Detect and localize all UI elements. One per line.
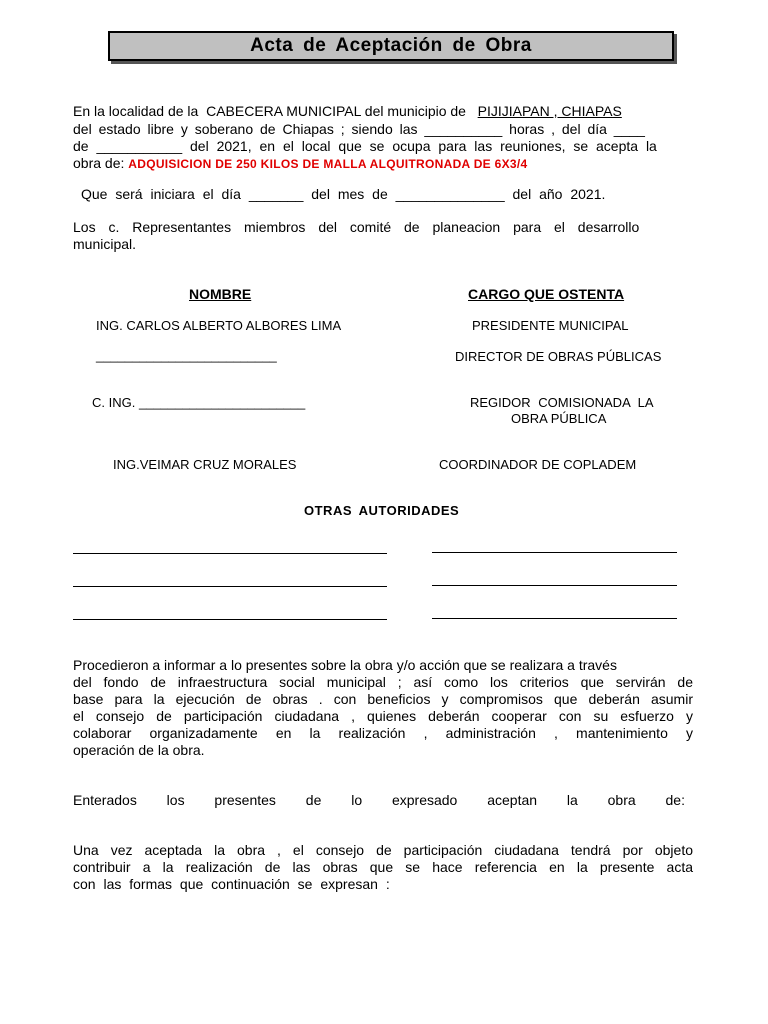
procedieron-line: operación de la obra. [73,742,205,758]
signature-line-right-2 [432,585,677,586]
column-header-cargo: CARGO QUE OSTENTA [468,286,625,302]
member-cargo-1: PRESIDENTE MUNICIPAL [472,318,629,333]
member-cargo-4: COORDINADOR DE COPLADEM [439,457,637,472]
signature-line-left-2 [73,586,387,587]
intro-text-1a: En la localidad de la [73,103,199,119]
intro-text-2: del estado libre y soberano de Chiapas ; siendo las __________ horas , del día ____ [73,121,645,137]
start-date-text: Que será iniciara el día _______ del mes de ______________ del año 2021. [81,186,606,202]
intro-text-1b: CABECERA MUNICIPAL del municipio de [206,103,466,119]
una-vez-line: contribuir a la realización de las obras que se hace referencia en la presente acta [73,859,693,875]
signature-line-left-3 [73,619,387,620]
member-cargo-3: REGIDOR COMISIONADA LA [470,395,654,410]
procedieron-line: Procedieron a informar a lo presentes sobre la obra y/o acción que se realizara a través [73,657,617,673]
procedieron-line: el consejo de participación ciudadana , quienes deberán cooperar con su esfuerzo y [73,708,693,724]
start-date-line [81,186,701,202]
member-name-3: C. ING. _______________________ [92,395,306,410]
una-vez-line: con las formas que continuación se expresan : [73,876,390,892]
procedieron-line: colaborar organizadamente en la realización , administración , mantenimiento y [73,725,693,741]
member-name-4: ING.VEIMAR CRUZ MORALES [113,457,297,472]
document-title-box [108,31,674,61]
member-name-1: ING. CARLOS ALBERTO ALBORES LIMA [96,318,342,333]
otras-autoridades-heading: OTRAS AUTORIDADES [304,503,460,518]
intro-text-3: de ___________ del 2021, en el local que se ocupa para las reuniones, se acepta la [73,138,657,154]
enterados-text: Enterados los presentes de lo expresado aceptan la obra de: [73,792,685,808]
una-vez-paragraph [73,842,693,893]
procedieron-line: base para la ejecución de obras . con beneficios y compromisos que deberán asumir [73,691,693,707]
reps-text-2: municipal. [73,236,137,252]
signature-line-right-3 [432,618,677,619]
reps-line-1 [73,219,693,235]
column-header-name: NOMBRE [189,286,252,302]
document-title: Acta de Aceptación de Obra [250,35,532,56]
obra-label: obra de: [73,155,125,171]
member-name-2: _________________________ [96,348,277,363]
intro-line-1 [73,103,693,119]
municipality-name: PIJIJIAPAN , CHIAPAS [477,103,622,119]
procedieron-line: del fondo de infraestructura social municipal ; así como los criterios que servirán de [73,674,693,690]
intro-line-3 [73,138,693,154]
member-cargo-3b: OBRA PÚBLICA [511,411,607,426]
intro-line-4 [73,155,693,171]
obra-description: ADQUISICION DE 250 KILOS DE MALLA ALQUITRONADA DE 6X3/4 [128,157,528,171]
signature-line-left-1 [73,553,387,554]
reps-line-2 [73,236,693,252]
signature-line-right-1 [432,552,677,553]
procedieron-paragraph [73,657,693,759]
member-cargo-2: DIRECTOR DE OBRAS PÚBLICAS [455,349,662,364]
una-vez-line: Una vez aceptada la obra , el consejo de participación ciudadana tendrá por objeto [73,842,693,858]
enterados-line [73,792,685,809]
intro-line-2 [73,121,693,137]
reps-text-1: Los c. Representantes miembros del comité de planeacion para el desarrollo [73,219,640,235]
